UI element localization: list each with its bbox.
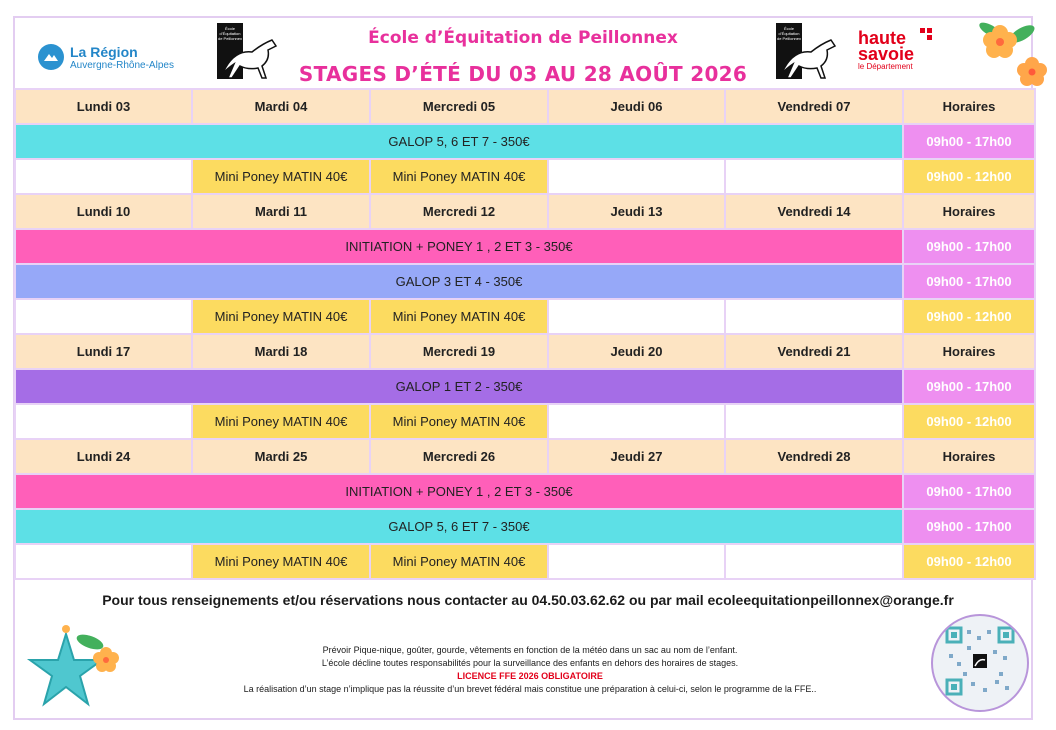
mini-poney-hours: 09h00 - 12h00 (903, 299, 1035, 334)
course-hours: 09h00 - 17h00 (903, 229, 1035, 264)
mini-poney-row (15, 544, 1035, 579)
day-header: Lundi 17 (15, 334, 192, 369)
horaires-header: Horaires (903, 194, 1035, 229)
mini-poney-hours: 09h00 - 12h00 (903, 404, 1035, 439)
mini-poney-cell: Mini Poney MATIN 40€ (370, 404, 548, 439)
mini-poney-row (15, 299, 1035, 334)
course-hours: 09h00 - 17h00 (903, 474, 1035, 509)
course-row (15, 229, 1035, 264)
week-header-row (15, 439, 1035, 474)
mini-poney-cell: Mini Poney MATIN 40€ (370, 159, 548, 194)
course-row (15, 264, 1035, 299)
day-header: Mercredi 19 (370, 334, 548, 369)
day-header: Mercredi 26 (370, 439, 548, 474)
empty-cell (548, 404, 725, 439)
course-label: INITIATION + PONEY 1 , 2 ET 3 - 350€ (15, 474, 903, 509)
note-responsibility: L’école décline toutes responsabilités pour la surveillance des enfants en dehors des horaires de stages. (321, 658, 739, 668)
mini-poney-cell: Mini Poney MATIN 40€ (192, 404, 370, 439)
horaires-header: Horaires (903, 334, 1035, 369)
day-header: Jeudi 27 (548, 439, 725, 474)
mini-poney-cell: Mini Poney MATIN 40€ (370, 544, 548, 579)
logo-text-line1: École (783, 26, 795, 31)
course-label: INITIATION + PONEY 1 , 2 ET 3 - 350€ (15, 229, 903, 264)
day-header: Vendredi 28 (725, 439, 903, 474)
schedule-table (14, 88, 1036, 580)
course-row (15, 509, 1035, 544)
course-label: GALOP 3 ET 4 - 350€ (15, 264, 903, 299)
day-header: Mercredi 12 (370, 194, 548, 229)
day-header: Mardi 18 (192, 334, 370, 369)
day-header: Vendredi 21 (725, 334, 903, 369)
logo-text-line2: d’Équitation (778, 31, 800, 36)
mini-poney-hours: 09h00 - 12h00 (903, 159, 1035, 194)
week-header-row (15, 89, 1035, 124)
course-hours: 09h00 - 17h00 (903, 509, 1035, 544)
logo-text-line1: École (224, 26, 236, 31)
starfish-decoration-icon (26, 624, 126, 714)
course-row (15, 124, 1035, 159)
course-hours: 09h00 - 17h00 (903, 124, 1035, 159)
school-logo-left (216, 22, 278, 80)
empty-cell (15, 159, 192, 194)
day-header: Mardi 25 (192, 439, 370, 474)
day-header: Lundi 24 (15, 439, 192, 474)
dept-line3: le Département (858, 62, 913, 71)
day-header: Vendredi 07 (725, 89, 903, 124)
day-header: Mardi 04 (192, 89, 370, 124)
day-header: Jeudi 06 (548, 89, 725, 124)
empty-cell (725, 544, 903, 579)
note-picnic: Prévoir Pique-nique, goûter, gourde, vêtements en fonction de la météo dans un sac au nom de l’enfant. (322, 645, 738, 655)
empty-cell (548, 544, 725, 579)
logo-text-line2: d’Équitation (219, 31, 241, 36)
region-subtitle: Auvergne-Rhône-Alpes (70, 60, 174, 71)
school-name: École d’Équitation de Peillonnex (368, 28, 678, 48)
page-title: STAGES D’ÉTÉ DU 03 AU 28 AOÛT 2026 (298, 62, 748, 86)
day-header: Jeudi 20 (548, 334, 725, 369)
empty-cell (15, 404, 192, 439)
dept-line2: savoie (858, 44, 915, 64)
mini-poney-cell: Mini Poney MATIN 40€ (370, 299, 548, 334)
contact-info: Pour tous renseignements et/ou réservations nous contacter au 04.50.03.62.62 ou par mail ecoleequitationpeillonnex@orange.fr (102, 592, 954, 608)
course-hours: 09h00 - 17h00 (903, 264, 1035, 299)
course-label: GALOP 5, 6 ET 7 - 350€ (15, 509, 903, 544)
qr-code-icon (933, 616, 1027, 710)
empty-cell (15, 544, 192, 579)
logo-text-line3: de Peillonnex (217, 36, 243, 41)
cross-icon (920, 28, 932, 40)
day-header: Lundi 03 (15, 89, 192, 124)
qr-code[interactable] (931, 614, 1029, 712)
logo-text-line3: de Peillonnex (776, 36, 802, 41)
horaires-header: Horaires (903, 89, 1035, 124)
empty-cell (725, 159, 903, 194)
course-label: GALOP 1 ET 2 - 350€ (15, 369, 903, 404)
note-ffe: La réalisation d’un stage n’implique pas la réussite d’un brevet fédéral mais constitue une préparation à celui-ci, selon le programme de la FFE.. (243, 684, 817, 694)
course-hours: 09h00 - 17h00 (903, 369, 1035, 404)
week-header-row (15, 194, 1035, 229)
course-label: GALOP 5, 6 ET 7 - 350€ (15, 124, 903, 159)
mini-poney-cell: Mini Poney MATIN 40€ (192, 299, 370, 334)
region-emblem-icon (38, 44, 64, 70)
mini-poney-hours: 09h00 - 12h00 (903, 544, 1035, 579)
licence-notice: LICENCE FFE 2026 OBLIGATOIRE (457, 671, 603, 681)
dept-line1: haute (858, 28, 907, 48)
flowers-decoration-icon (970, 14, 1052, 94)
haute-savoie-logo (858, 30, 914, 71)
day-header: Lundi 10 (15, 194, 192, 229)
mini-poney-row (15, 404, 1035, 439)
empty-cell (725, 404, 903, 439)
empty-cell (548, 159, 725, 194)
day-header: Mardi 11 (192, 194, 370, 229)
day-header: Vendredi 14 (725, 194, 903, 229)
school-logo-right (775, 22, 837, 80)
week-header-row (15, 334, 1035, 369)
mini-poney-cell: Mini Poney MATIN 40€ (192, 544, 370, 579)
notes-block (130, 644, 930, 696)
region-name: La Région (70, 44, 138, 60)
day-header: Jeudi 13 (548, 194, 725, 229)
horaires-header: Horaires (903, 439, 1035, 474)
empty-cell (725, 299, 903, 334)
empty-cell (15, 299, 192, 334)
mini-poney-row (15, 159, 1035, 194)
day-header: Mercredi 05 (370, 89, 548, 124)
course-row (15, 474, 1035, 509)
empty-cell (548, 299, 725, 334)
mini-poney-cell: Mini Poney MATIN 40€ (192, 159, 370, 194)
course-row (15, 369, 1035, 404)
